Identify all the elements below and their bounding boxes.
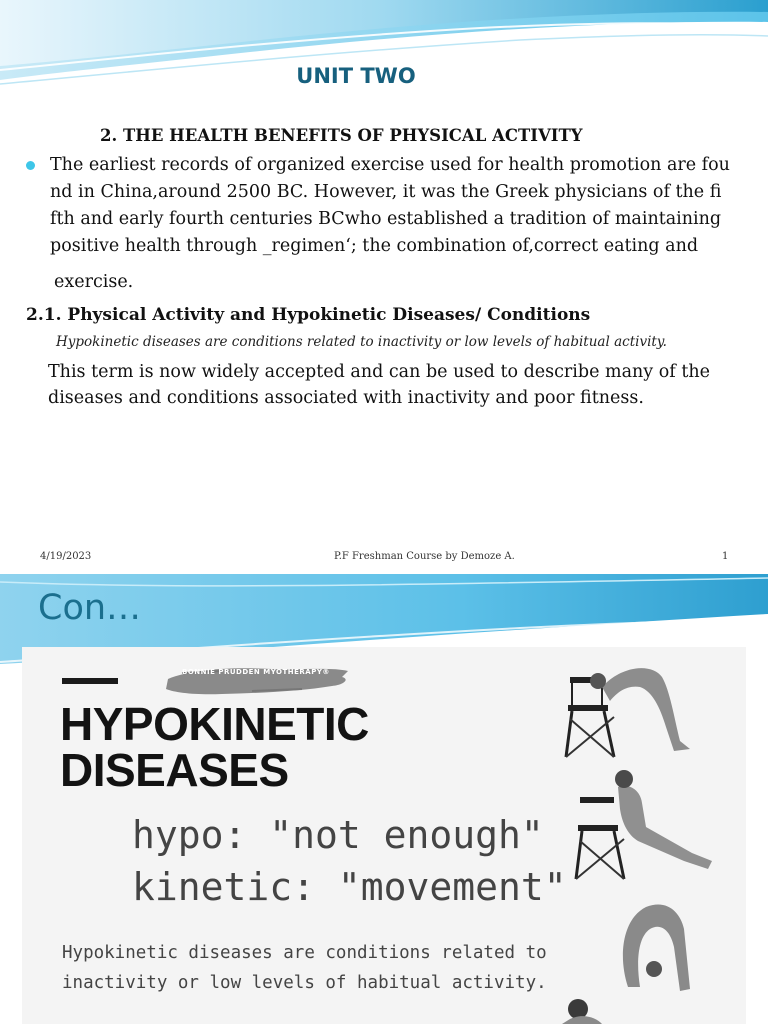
- paragraph-line: positive health through _regimen‘; the combination of,correct eating and: [50, 236, 699, 256]
- brand-label: BONNIE PRUDDEN MYOTHERAPY®: [182, 668, 330, 676]
- footer-course: P.F Freshman Course by Demoze A.: [334, 551, 515, 562]
- footer-page-number: 1: [722, 551, 729, 562]
- exercise-figures-photo: [562, 657, 742, 1024]
- heading-hypokinetic: HYPOKINETIC: [60, 698, 369, 750]
- hypokinetic-infographic: [22, 647, 746, 1024]
- decorative-bar: [62, 678, 118, 684]
- definition-text: Hypokinetic diseases are conditions related to inactivity or low levels of habitual activity.: [56, 334, 667, 350]
- hypo-definition: hypo: "not enough": [132, 813, 544, 857]
- subsection-heading: 2.1. Physical Activity and Hypokinetic Diseases/ Conditions: [26, 305, 591, 325]
- bullet-dot-icon: [26, 161, 35, 170]
- paragraph-line: The earliest records of organized exercise used for health promotion are fou: [50, 155, 730, 175]
- brush-stroke-graphic: [162, 661, 352, 699]
- footer-date: 4/19/2023: [40, 551, 92, 562]
- slide-2: [0, 574, 768, 1024]
- body-line: This term is now widely accepted and can be used to describe many of the: [48, 362, 710, 382]
- kinetic-definition: kinetic: "movement": [132, 865, 567, 909]
- section-heading: 2. THE HEALTH BENEFITS OF PHYSICAL ACTIVITY: [100, 126, 583, 145]
- caption-line: inactivity or low levels of habitual activity.: [62, 973, 547, 993]
- body-line: diseases and conditions associated with inactivity and poor fitness.: [48, 388, 644, 408]
- slide-title: Con…: [38, 588, 142, 628]
- slide-title: UNIT TWO: [296, 64, 416, 88]
- caption-line: Hypokinetic diseases are conditions related to: [62, 943, 547, 963]
- paragraph-line: nd in China,around 2500 BC. However, it was the Greek physicians of the fi: [50, 182, 722, 202]
- chair-figure-2: [576, 797, 624, 879]
- paragraph-line: exercise.: [54, 272, 134, 292]
- heading-diseases: DISEASES: [60, 744, 289, 796]
- paragraph-line: fth and early fourth centuries BCwho established a tradition of maintaining: [50, 209, 722, 229]
